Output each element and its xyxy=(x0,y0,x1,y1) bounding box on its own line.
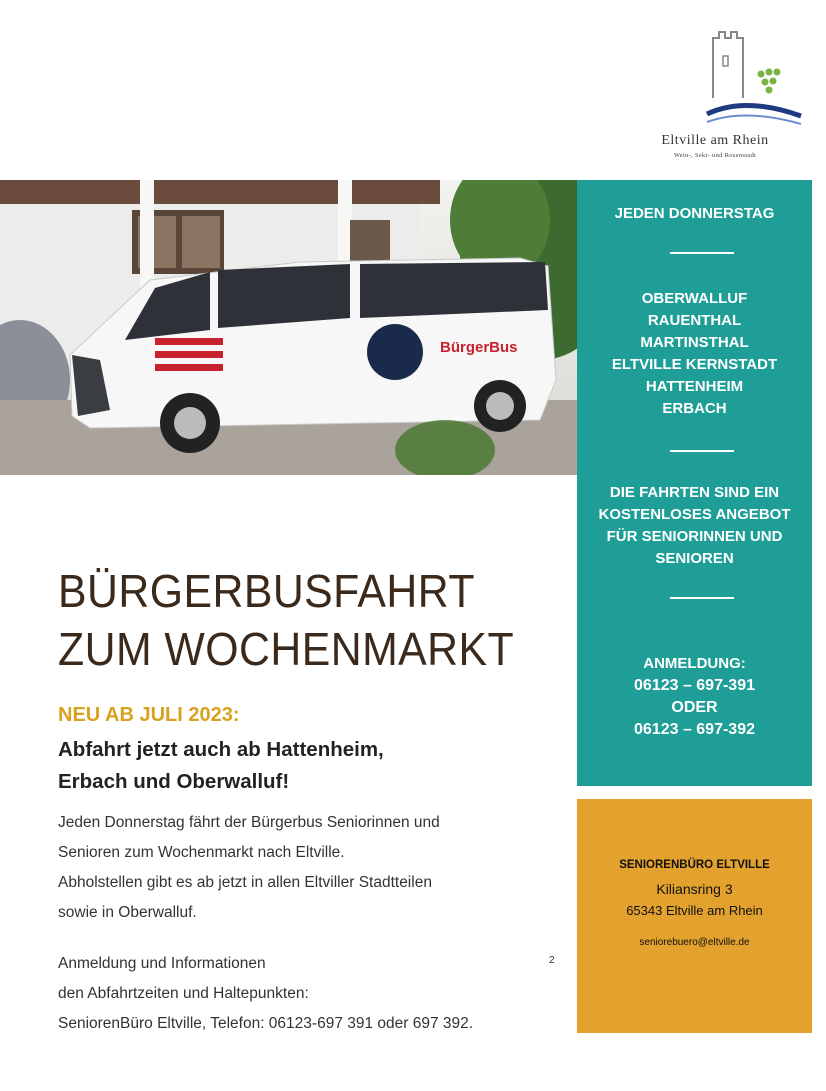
or-label: ODER xyxy=(671,699,718,716)
office-email: seniorebuero@eltville.de xyxy=(639,937,750,948)
office-city: 65343 Eltville am Rhein xyxy=(626,903,763,918)
info-line: den Abfahrtzeiten und Haltepunkten: xyxy=(58,985,309,1002)
body-line: Senioren zum Wochenmarkt nach Eltville. xyxy=(58,844,345,861)
office-street: Kiliansring 3 xyxy=(656,881,733,897)
page-title xyxy=(58,562,514,678)
page-mark: 2 xyxy=(549,955,555,966)
body-line: sowie in Oberwalluf. xyxy=(58,904,197,921)
body-text xyxy=(58,808,440,928)
office-name: SENIORENBÜRO ELTVILLE xyxy=(619,859,770,871)
divider xyxy=(670,597,734,599)
city-logo xyxy=(610,30,810,165)
stop-item: RAUENTHAL xyxy=(647,312,742,329)
offer-line: SENIOREN xyxy=(655,550,734,567)
news-line: Erbach und Oberwalluf! xyxy=(58,770,290,793)
bus-brand-text: BürgerBus xyxy=(440,339,518,356)
stop-item: HATTENHEIM xyxy=(645,378,744,395)
info-line: SeniorenBüro Eltville, Telefon: 06123-697 391 oder 697 392. xyxy=(58,1015,474,1032)
info-text xyxy=(58,949,473,1039)
phone-number: 06123 – 697-391 xyxy=(634,677,755,694)
stop-item: ERBACH xyxy=(662,400,727,417)
title-line: ZUM WOCHENMARKT xyxy=(58,623,515,675)
schedule-day: JEDEN DONNERSTAG xyxy=(614,205,775,222)
logo-subtitle: Wein-, Sekt- und Rosenstadt xyxy=(673,152,757,159)
registration-label: ANMELDUNG: xyxy=(643,655,746,672)
tower-grapes-river-icon xyxy=(705,30,805,130)
contact-panel xyxy=(577,799,812,1033)
body-line: Jeden Donnerstag fährt der Bürgerbus Seniorinnen und xyxy=(58,814,440,831)
stop-item: OBERWALLUF xyxy=(641,290,748,307)
divider xyxy=(670,450,734,452)
logo-title: Eltville am Rhein xyxy=(661,133,769,148)
news-label: NEU AB JULI 2023: xyxy=(58,704,240,726)
body-line: Abholstellen gibt es ab jetzt in allen Eltviller Stadtteilen xyxy=(58,874,432,891)
schedule-panel xyxy=(577,180,812,786)
info-line: Anmeldung und Informationen xyxy=(58,955,266,972)
stop-item: ELTVILLE KERNSTADT xyxy=(611,356,778,373)
divider xyxy=(670,252,734,254)
bus-photo xyxy=(0,180,577,475)
offer-line: KOSTENLOSES ANGEBOT xyxy=(598,506,791,523)
news-line: Abfahrt jetzt auch ab Hattenheim, xyxy=(58,738,384,761)
news-text xyxy=(58,734,384,798)
stop-item: MARTINSTHAL xyxy=(640,334,749,351)
title-line: BÜRGERBUSFAHRT xyxy=(58,565,475,617)
phone-number: 06123 – 697-392 xyxy=(634,721,755,738)
offer-line: FÜR SENIORINNEN UND xyxy=(606,528,783,545)
offer-line: DIE FAHRTEN SIND EIN xyxy=(609,484,780,501)
